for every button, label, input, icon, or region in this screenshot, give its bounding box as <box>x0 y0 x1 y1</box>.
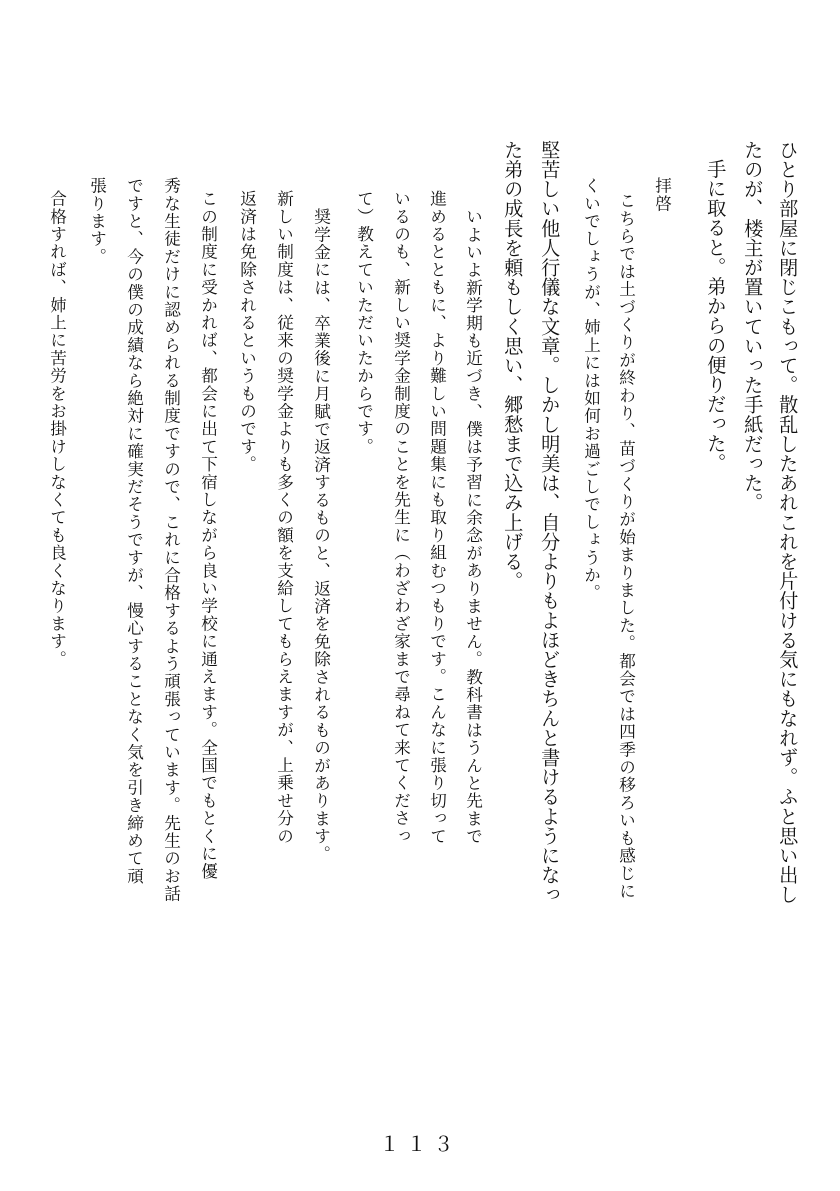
letter-line-14: 合格すれば、姉上に苦労をお掛けしなくても良くなります。 <box>47 190 67 668</box>
narration-line-5: た弟の成長を頼もしく思い、郷愁まで込み上げる。 <box>501 140 525 591</box>
letter-salutation: 拝啓 <box>652 177 672 213</box>
letter-line-9: 返済は免除されるというものです。 <box>237 190 257 474</box>
letter-line-4: 進めるとともに、より難しい問題集にも取り組むつもりです。こんなに張り切って <box>427 190 447 845</box>
page-number: １１３ <box>379 1132 461 1156</box>
letter-line-10: この制度に受かれば、都会に出て下宿しながら良い学校に通えます。全国でもとくに優 <box>198 190 218 881</box>
letter-line-7: 奨学金には、卒業後に月賦で返済するものと、返済を免除されるものがあります。 <box>311 208 331 863</box>
narration-line-2: たのが、楼主が置いていった手紙だった。 <box>741 140 765 513</box>
narration-line-4: 堅苦しい他人行儀な文章。しかし明美は、自分よりもよほどきちんと書けるようになっ <box>538 140 562 905</box>
letter-line-6: て）教えていただいたからです。 <box>354 190 374 456</box>
letter-line-12: ですと、今の僕の成績なら絶対に確実だそうですが、慢心することなく気を引き締めて頑 <box>124 177 144 885</box>
letter-line-8: 新しい制度は、従来の奨学金よりも多くの額を支給してもらえますが、上乗せ分の <box>274 190 294 845</box>
letter-line-5: いるのも、新しい奨学金制度のことを先生に（わざわざ家まで尋ねて来てくださっ <box>391 190 411 845</box>
letter-line-11: 秀な生徒だけに認められる制度ですので、これに合格するよう頑張っています。先生のお話 <box>161 177 181 903</box>
letter-line-13: 張ります。 <box>87 177 107 266</box>
letter-line-1: こちらでは土づくりが終わり、苗づくりが始まりました。都会では四季の移ろいも感じに <box>616 192 636 900</box>
letter-line-3: いよいよ新学期も近づき、僕は予習に余念がありません。教科書はうんと先まで <box>463 208 483 846</box>
letter-line-2: くいでしょうが、姉上には如何お過ごしでしょうか。 <box>581 177 601 602</box>
narration-line-3: 手に取ると。弟からの便りだった。 <box>704 159 728 473</box>
narration-line-1: ひとり部屋に閉じこもって。散乱したあれこれを片付ける気にもなれず。ふと思い出し <box>776 140 800 905</box>
